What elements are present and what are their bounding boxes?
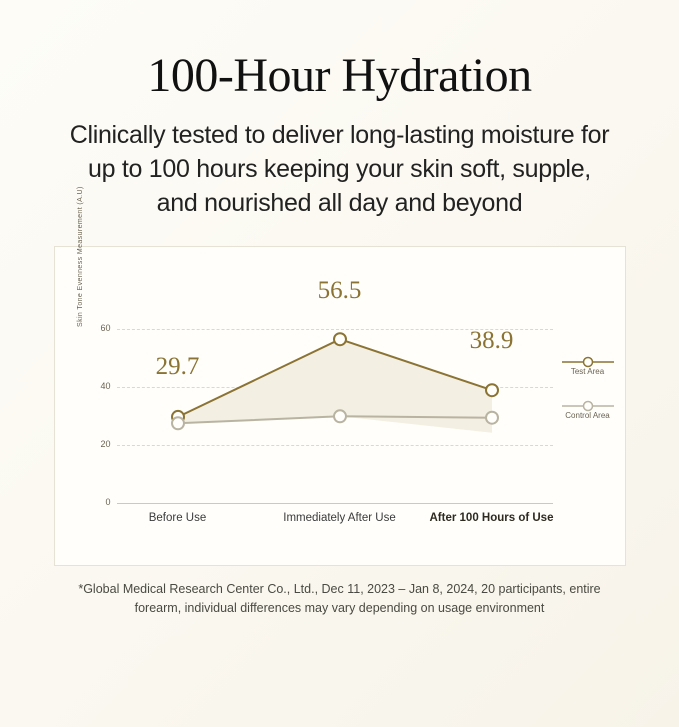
control-point-before <box>172 418 184 430</box>
footnote: *Global Medical Research Center Co., Ltd., Dec 11, 2023 – Jan 8, 2024, 20 participants, entire forearm, individual differences may vary depending on usage environment <box>78 582 601 615</box>
y-tick-0: 0 <box>105 497 111 508</box>
chart-plot-area <box>55 186 625 565</box>
infographic-page <box>0 48 679 727</box>
control-point-after100 <box>486 412 498 424</box>
data-label-after100: 38.9 <box>469 327 514 355</box>
data-label-immediately: 56.5 <box>317 277 362 305</box>
page-subtitle: Clinically tested to deliver long-lasting moisture for up to 100 hours keeping your skin soft, supple, and nourished all day and beyond <box>69 121 610 217</box>
data-label-before: 29.7 <box>155 353 200 381</box>
x-tick-after-100-hours-of-use: After 100 Hours of Use <box>429 512 554 525</box>
test-point-immediately <box>334 333 346 345</box>
control-point-immediately <box>334 411 346 423</box>
legend-item-control-area <box>555 399 621 421</box>
y-tick-60: 60 <box>100 323 111 334</box>
x-tick-before-use: Before Use <box>148 512 207 525</box>
y-axis-label: Skin Tone Evenness Measurement (A.U) <box>76 186 84 328</box>
legend-label-control-area: Control Area <box>565 411 610 421</box>
y-tick-20: 20 <box>100 439 111 450</box>
legend-marker-control-area <box>555 399 621 409</box>
test-point-after100 <box>486 384 498 396</box>
legend-marker-test-area <box>555 355 621 365</box>
x-tick-immediately-after-use: Immediately After Use <box>283 512 396 525</box>
legend-item-test-area <box>555 355 621 377</box>
chart-card <box>54 186 626 566</box>
legend-label-test-area: Test Area <box>570 367 605 377</box>
page-title: 100-Hour Hydration <box>147 49 532 102</box>
chart-legend <box>555 355 621 443</box>
y-tick-40: 40 <box>100 381 111 392</box>
